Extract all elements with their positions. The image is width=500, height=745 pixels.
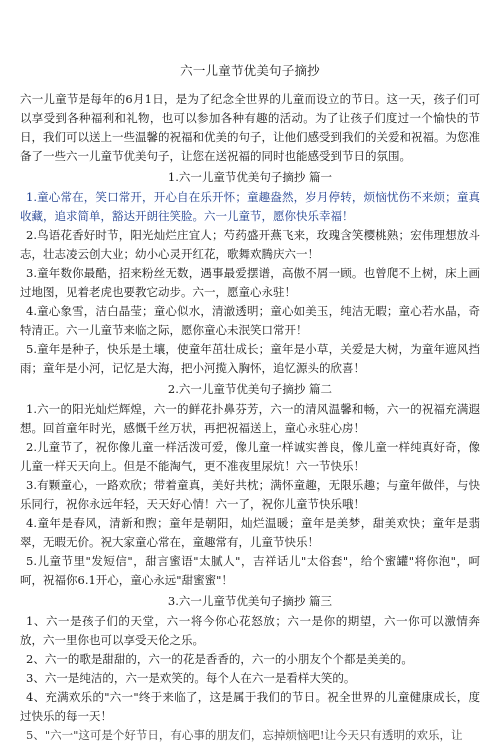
section-heading: 2.六一儿童节优美句子摘抄 篇二 — [167, 382, 333, 396]
list-item: 4.童年是春风，清新和煦；童年是朝阳，灿烂温暖；童年是美梦，甜美欢快；童年是翡翠，无暇无价。祝大家童心常在，童趣常有，儿童节快乐！ — [20, 516, 480, 549]
list-item: 2.儿童节了，祝你像儿童一样活泼可爱，像儿童一样诚实善良，像儿童一样纯真好奇，像儿童一样天天向上。但是不能淘气，更不准夜里尿炕！六一节快乐！ — [20, 440, 480, 473]
list-item: 1.童心常在，笑口常开，开心自在乐开怀；童趣盎然，岁月停转，烦恼忧伤不来烦；童真收藏，追求简单，豁达开朗往笑脸。六一儿童节，愿你快乐幸福！ — [20, 190, 480, 223]
section-heading: 3.六一儿童节优美句子摘抄 篇三 — [167, 594, 333, 608]
list-item: 1、六一是孩子们的天堂，六一将今你心花怒放；六一是你的期望，六一你可以激情奔放，六一里你也可以享受天伦之乐。 — [20, 614, 480, 647]
list-item: 4.童心象雪，洁白晶莹；童心似水，清澈透明；童心如美玉，纯洁无暇；童心若水晶，奇特清正。六一儿童节来临之际，愿你童心未泯笑口常开！ — [20, 304, 480, 337]
intro-paragraph: 六一儿童节是每年的6月1日，是为了纪念全世界的儿童而设立的节日。这一天，孩子们可以享受到各种福利和礼物，也可以参加各种有趣的活动。为了让孩子们度过一个愉快的节日，我们可以送上一些温馨的祝福和优美的句子，让他们感受到我们的关爱和祝福。为您准备了一些六一儿童节优美句子，让您在送祝福的同时也能感受到节日的氛围。 — [20, 92, 480, 163]
list-item: 5.儿童节里"发短信"，甜言蜜语"太腻人"，吉祥话儿"太俗套"，给个蜜罐"将你泡"，呵呵，祝福你6.1开心，童心永远"甜蜜蜜"！ — [20, 554, 480, 587]
section-heading: 1.六一儿童节优美句子摘抄 篇一 — [167, 170, 333, 184]
list-item: 5、"六一"这可是个好节日，有心事的朋友们，忘掉烦恼吧!让今天只有透明的欢乐，让 — [26, 728, 463, 742]
list-item: 2、六一的歌是甜甜的，六一的花是香香的，六一的小朋友个个都是美美的。 — [26, 652, 413, 666]
list-item: 3、六一是纯洁的，六一是欢笑的。每个人在六一是看样大笑的。 — [26, 671, 356, 685]
list-item: 4、充满欢乐的"六一"终于来临了，这是属于我们的节日。祝全世界的儿童健康成长，度过快乐的每一天！ — [20, 690, 480, 723]
section-2 — [20, 381, 480, 590]
section-1 — [20, 169, 480, 378]
list-item: 1.六一的阳光灿烂辉煌，六一的鲜花扑鼻芬芳，六一的清风温馨和畅，六一的祝福充满遐想。回首童年时光，感慨千丝万状，再把祝福送上，童心永驻心房！ — [20, 402, 480, 435]
list-item: 3.有颗童心，一路欢欣；带着童真，美好共枕；满怀童趣，无限乐趣；与童年做伴，与快乐同行，祝你永远年轻，天天好心情！六一了，祝你儿童节快乐哦！ — [20, 478, 480, 511]
page-title: 六一儿童节优美句子摘抄 — [180, 63, 320, 78]
section-3 — [20, 593, 480, 745]
list-item: 2.鸟语花香好时节，阳光灿烂庄宜人；芍药盛开燕飞来，玫瑰含笑樱桃熟；宏伟理想放斗志，壮志凌云创大业；幼小心灵开红花，歌舞欢腾庆六一！ — [20, 228, 480, 261]
list-item: 3.童年数你最酷，招来粉丝无数，遇事最爱摆谱，高傲不屑一顾。也曾爬不上树，床上画过地图，见着老虎也要教它动步。六一，愿童心永驻！ — [20, 266, 480, 299]
list-item: 5.童年是种子，快乐是土壤，使童年茁壮成长；童年是小草，关爱是大树，为童年遮风挡雨；童年是小河，记忆是大海，把小河揽入胸怀，追忆源头的欣喜！ — [20, 342, 480, 375]
